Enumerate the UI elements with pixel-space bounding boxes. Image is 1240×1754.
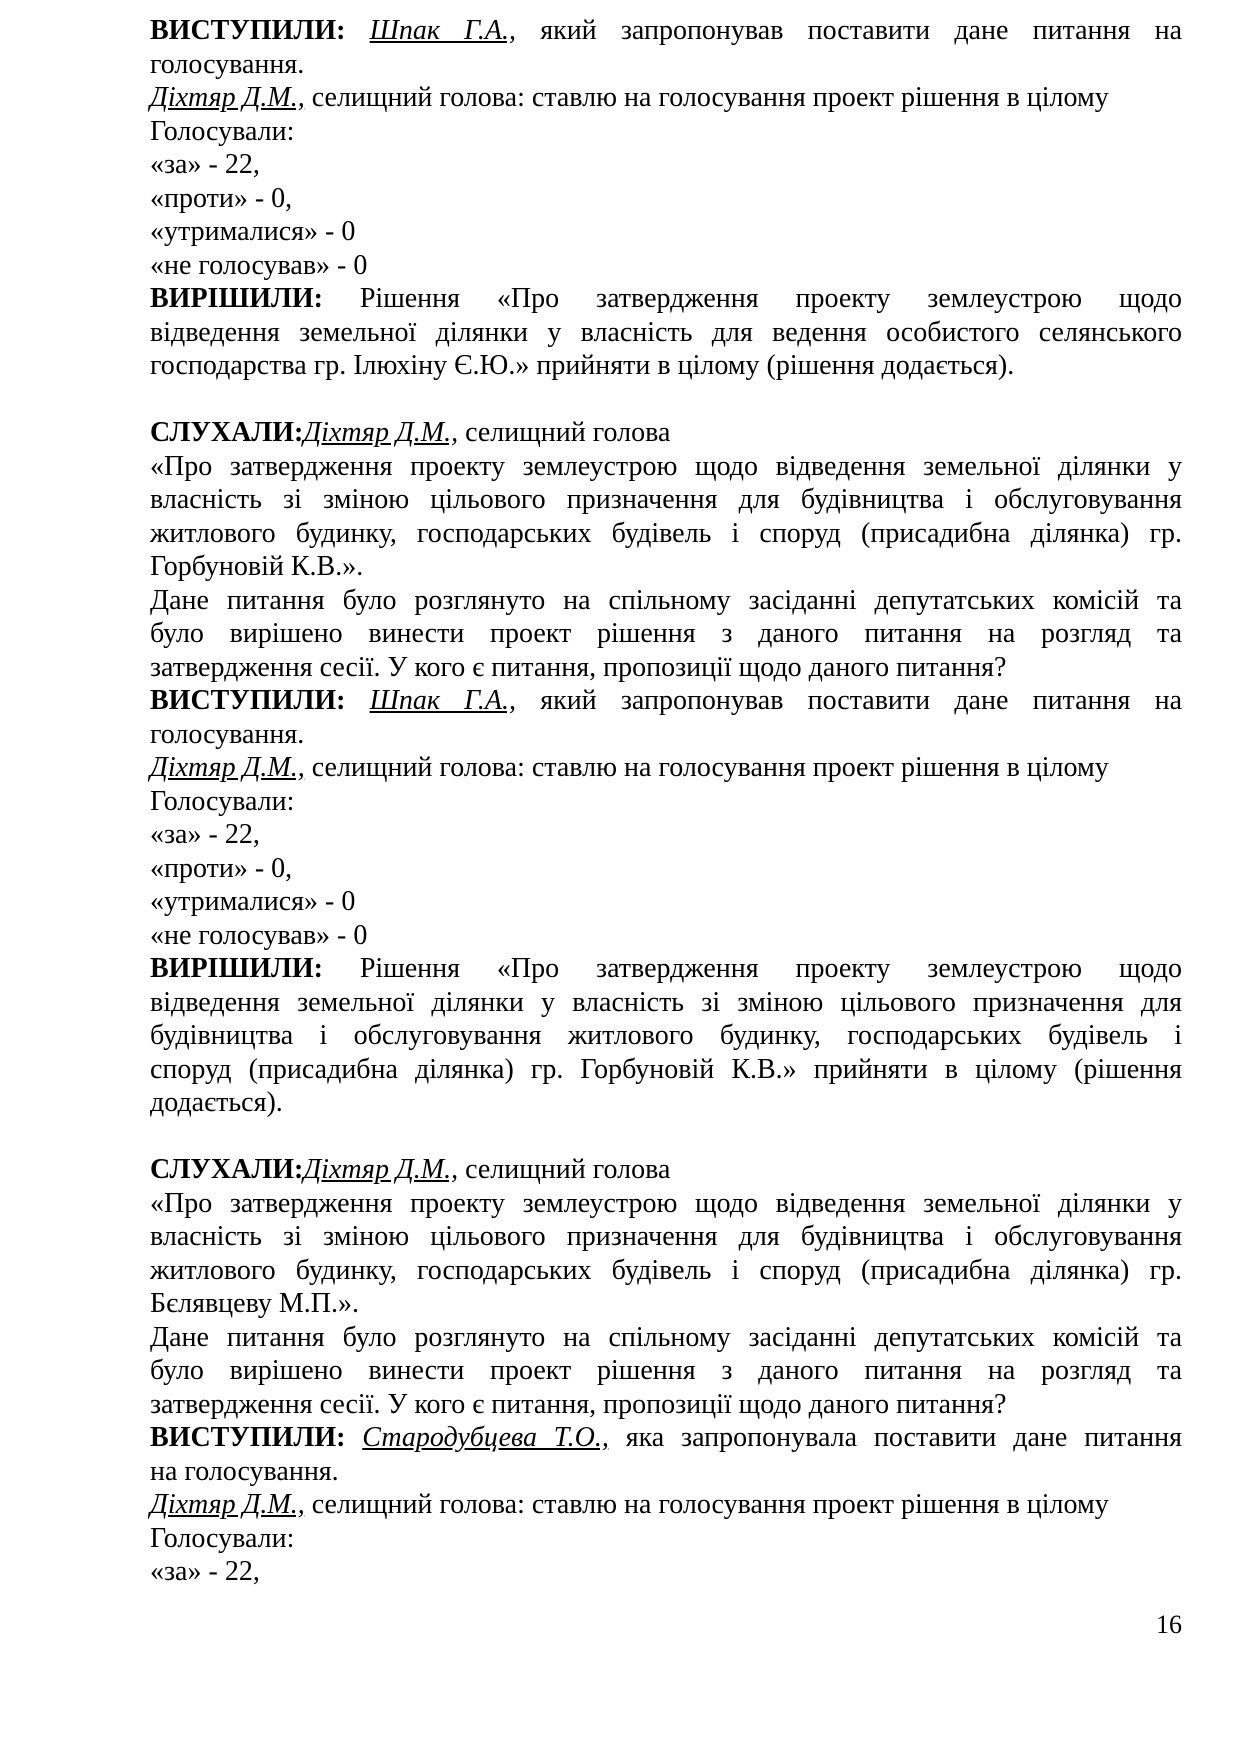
decision-line-4: споруд (присадибна ділянка) гр. Горбуновій К.В.» прийняти в цілому (рішення: [150, 1053, 1182, 1085]
title-line-2: власність зі зміною цільового призначення для будівництва і обслуговування: [150, 484, 1182, 515]
speaker-line-2: голосування.: [150, 718, 305, 750]
chair-name: Діхтяр Д.М.,: [150, 82, 305, 113]
decision-line-1: [150, 952, 1182, 986]
voted-label: Голосували:: [150, 785, 295, 817]
chair-text: селищний голова: ставлю на голосування проект рішення в цілому: [304, 1489, 1109, 1520]
chair-name: Діхтяр Д.М.,: [303, 417, 459, 448]
vyrishyly-label: ВИРІШИЛИ:: [150, 953, 323, 984]
info-line-2: було вирішено винести проект рішення з даного питання на розгляд та: [150, 618, 1182, 649]
speaker-text: яка запропонувала поставити дане питання: [608, 1422, 1183, 1453]
vote-ne-gol: «не голосував» - 0: [150, 919, 368, 951]
info-line-1: Дане питання було розглянуто на спільному засіданні депутатських комісій та: [150, 1321, 1182, 1353]
chair-text: селищний голова: ставлю на голосування проект рішення в цілому: [304, 82, 1109, 113]
page-number: 16: [1156, 1610, 1182, 1639]
chair-text: селищний голова: ставлю на голосування проект рішення в цілому: [304, 752, 1109, 783]
chair-line: [150, 81, 1182, 115]
decision-line-2: відведення земельної ділянки у власність для ведення особистого селянського: [150, 316, 1182, 348]
vote-za: «за» - 22,: [150, 149, 260, 180]
speaker-name: Стародубцева Т.О.,: [362, 1422, 609, 1453]
vote-za: «за» - 22,: [150, 819, 260, 850]
speaker-text: який запропонував поставити дане питання на: [516, 685, 1182, 716]
title-line-2: власність зі зміною цільового призначення для будівництва і обслуговування: [150, 1221, 1182, 1252]
title-line-4: Горбуновій К.В.».: [150, 551, 364, 582]
vote-za: «за» - 22,: [150, 1556, 260, 1587]
voted-label: Голосували:: [150, 1522, 295, 1554]
chair-name: Діхтяр Д.М.,: [150, 1489, 305, 1520]
vystupyly-label: ВИСТУПИЛИ:: [150, 1422, 346, 1453]
title-line-3: житлового будинку, господарських будівель і споруд (присадибна ділянка) гр.: [150, 1254, 1182, 1286]
vote-utrym: «утрималися» - 0: [150, 216, 356, 247]
sluhaly-label: СЛУХАЛИ:: [150, 417, 304, 448]
decision-line-2: відведення земельної ділянки у власність зі зміною цільового призначення для: [150, 986, 1182, 1018]
chair-role: селищний голова: [458, 1154, 671, 1185]
speaker-name: Шпак Г.А.,: [369, 685, 517, 716]
info-line-1: Дане питання було розглянуто на спільному засіданні депутатських комісій та: [150, 584, 1182, 616]
chair-line: [150, 1488, 1182, 1522]
title-line-4: Бєлявцеву М.П.».: [150, 1288, 359, 1319]
info-line-2: було вирішено винести проект рішення з даного питання на розгляд та: [150, 1355, 1182, 1386]
vote-proty: «проти» - 0,: [150, 182, 293, 214]
chair-name: Діхтяр Д.М.,: [150, 752, 305, 783]
info-line-3: затвердження сесії. У кого є питання, пропозиції щодо даного питання?: [150, 651, 1007, 683]
vote-proty: «проти» - 0,: [150, 852, 293, 884]
info-line-3: затвердження сесії. У кого є питання, пропозиції щодо даного питання?: [150, 1388, 1007, 1420]
decision-text: Рішення «Про затвердження проекту землеустрою щодо: [322, 953, 1182, 984]
speaker-line: [150, 684, 1182, 718]
chair-name: Діхтяр Д.М.,: [303, 1154, 459, 1185]
document-page: [150, 14, 1182, 1589]
speaker-line: [150, 14, 1182, 48]
speaker-line: [150, 1421, 1182, 1455]
sluhaly-line: [150, 1153, 1182, 1187]
chair-role: селищний голова: [458, 417, 671, 448]
speaker-text: який запропонував поставити дане питання на: [516, 15, 1182, 46]
title-line-1: «Про затвердження проекту землеустрою щодо відведення земельної ділянки у: [150, 450, 1182, 482]
speaker-line-2: на голосування.: [150, 1455, 339, 1487]
title-line-1: «Про затвердження проекту землеустрою щодо відведення земельної ділянки у: [150, 1187, 1182, 1219]
vystupyly-label: ВИСТУПИЛИ:: [150, 685, 346, 716]
speaker-line-2: голосування.: [150, 48, 305, 80]
vote-ne-gol: «не голосував» - 0: [150, 249, 368, 281]
decision-line-3: будівництва і обслуговування житлового будинку, господарських будівель і: [150, 1020, 1182, 1051]
speaker-name: Шпак Г.А.,: [369, 15, 517, 46]
spacer: [150, 1120, 1182, 1154]
vyrishyly-label: ВИРІШИЛИ:: [150, 283, 323, 314]
title-line-3: житлового будинку, господарських будівель і споруд (присадибна ділянка) гр.: [150, 517, 1182, 549]
decision-line-5: додається).: [150, 1087, 283, 1118]
vote-utrym: «утрималися» - 0: [150, 886, 356, 917]
decision-line-3: господарства гр. Ілюхіну Є.Ю.» прийняти в цілому (рішення додається).: [150, 350, 1015, 381]
sluhaly-label: СЛУХАЛИ:: [150, 1154, 304, 1185]
decision-text: Рішення «Про затвердження проекту землеустрою щодо: [322, 283, 1182, 314]
sluhaly-line: [150, 416, 1182, 450]
decision-line-1: [150, 282, 1182, 316]
voted-label: Голосували:: [150, 115, 295, 147]
chair-line: [150, 751, 1182, 785]
vystupyly-label: ВИСТУПИЛИ:: [150, 15, 346, 46]
spacer: [150, 383, 1182, 417]
